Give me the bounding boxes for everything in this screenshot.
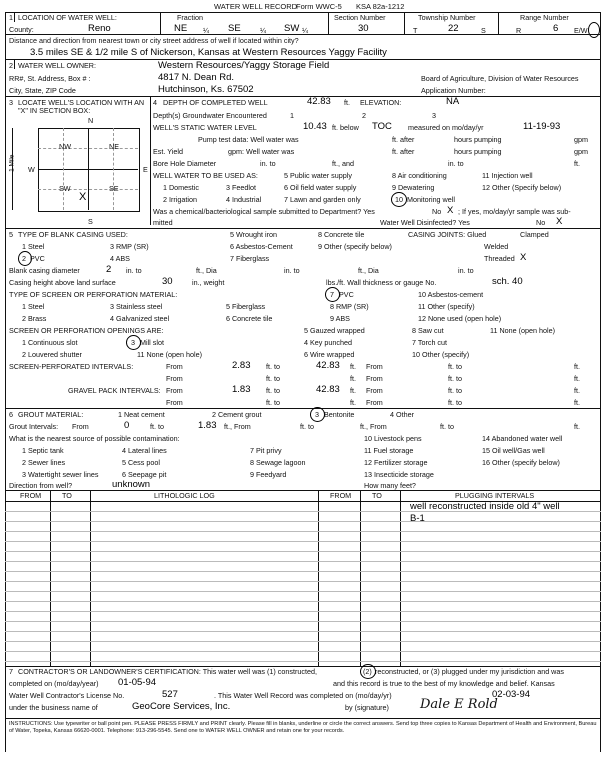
screen-material-label: TYPE OF SCREEN OR PERFORATION MATERIAL: <box>9 290 178 299</box>
table-row[interactable] <box>5 661 601 662</box>
section-number-value[interactable]: 30 <box>358 23 369 34</box>
measured-date[interactable]: 11-19-93 <box>523 121 561 132</box>
plugging-note-1[interactable]: well reconstructed inside old 4" well <box>410 501 560 512</box>
casing-height-value[interactable]: 30 <box>162 276 173 287</box>
table-row[interactable] <box>5 611 601 612</box>
instructions-text: INSTRUCTIONS: Use typewriter or ball point pen. PLEASE PRESS FIRMLY and PRINT clearly. Please fill in blanks, underline or circle the correct answers. Send top three copies to Kansas Department of Health and Environment, Bureau of Water, Topeka, Kansas 66620-0001. Telephone: 913-296-5545. Send one to WATER WELL OWNER and retain one for your records. <box>9 721 597 734</box>
grout-selected[interactable]: 3 <box>315 410 319 419</box>
casing-joints-label: CASING JOINTS: Glued <box>408 230 487 239</box>
fraction-label: Fraction <box>177 13 203 22</box>
owner-value[interactable]: Western Resources/Yaggy Storage Field <box>158 60 330 71</box>
pump-test-label: Pump test data: Well water was <box>198 135 299 144</box>
east-west-label: E/W <box>574 26 588 35</box>
owner-label: WATER WELL OWNER: <box>18 61 96 70</box>
direction-from-well-label: Direction from well? <box>9 481 73 490</box>
plugging-note-2[interactable]: B-1 <box>410 513 425 524</box>
ksa-ref: KSA 82a-1212 <box>356 2 405 11</box>
fraction-2[interactable]: SE <box>228 23 241 34</box>
plugging-intervals-header: PLUGGING INTERVALS <box>455 491 535 500</box>
north-label: N <box>88 116 94 125</box>
static-water-value[interactable]: 10.43 <box>303 121 327 132</box>
table-row[interactable] <box>5 561 601 562</box>
toc-value[interactable]: TOC <box>372 121 392 132</box>
east-circle <box>588 22 600 38</box>
use-monitoring-well[interactable]: Monitoring well <box>407 195 455 204</box>
grout-material-label: GROUT MATERIAL: <box>18 410 84 419</box>
yield-label: Est. Yield <box>153 147 183 156</box>
disinfected-label: Water Well Disinfected? Yes <box>380 218 470 227</box>
range-number-label: Range Number <box>520 13 569 22</box>
east-label: E <box>143 165 148 174</box>
casing-pvc[interactable]: PVC <box>30 254 45 263</box>
screen-interval-to[interactable]: 42.83 <box>316 360 340 371</box>
application-number-label: Application Number: <box>421 86 486 95</box>
how-many-feet-label: How many feet? <box>364 481 416 490</box>
wall-thickness-value[interactable]: sch. 40 <box>492 276 523 287</box>
lithologic-log-header: LITHOLOGIC LOG <box>154 491 215 500</box>
screen-pvc[interactable]: PVC <box>339 290 354 299</box>
township-number-label: Township Number <box>418 13 476 22</box>
gravel-interval-from[interactable]: 1.83 <box>232 384 251 395</box>
chem-no-mark[interactable]: X <box>447 205 454 216</box>
table-row[interactable] <box>5 631 601 632</box>
table-row[interactable] <box>5 581 601 582</box>
openings-label: SCREEN OR PERFORATION OPENINGS ARE: <box>9 326 164 335</box>
completed-date[interactable]: 01-05-94 <box>118 677 157 688</box>
mile-label: 1 Mile <box>8 154 16 172</box>
depth-value[interactable]: 42.83 <box>307 96 331 107</box>
record-date[interactable]: 02-03-94 <box>492 689 531 700</box>
table-row[interactable] <box>5 651 601 652</box>
table-row[interactable] <box>5 521 601 522</box>
gravel-pack-label: GRAVEL PACK INTERVALS: <box>68 386 161 395</box>
well-location-mark: X <box>79 191 87 203</box>
license-number[interactable]: 527 <box>162 689 178 700</box>
city-label: City, State, ZIP Code <box>9 86 76 95</box>
casing-type-label: TYPE OF BLANK CASING USED: <box>18 230 128 239</box>
table-row[interactable] <box>5 621 601 622</box>
threaded-mark[interactable]: X <box>520 252 527 263</box>
use-selected-circle <box>391 192 407 207</box>
table-row[interactable] <box>5 541 601 542</box>
casing-selected[interactable]: 2 <box>22 254 26 263</box>
section-box-label: LOCATE WELL'S LOCATION WITH AN "X" IN SECTION BOX: <box>18 98 145 115</box>
grout-intervals-label: Grout Intervals: <box>9 422 59 431</box>
use-option-selected[interactable]: 10 <box>395 195 403 204</box>
direction-from-well-value[interactable]: unknown <box>112 479 151 490</box>
certification-selected[interactable]: (2) <box>363 667 372 676</box>
certification-label: CONTRACTOR'S OR LANDOWNER'S CERTIFICATION: This water well was (1) constructed, <box>18 667 317 676</box>
west-label: W <box>28 165 35 174</box>
board-label: Board of Agriculture, Division of Water Resources <box>421 74 579 83</box>
openings-selected[interactable]: 3 <box>131 338 135 347</box>
form-number: Form WWC-5 <box>296 2 342 11</box>
water-use-label: WELL WATER TO BE USED AS: <box>153 171 258 180</box>
grout-to-value[interactable]: 1.83 <box>198 420 217 431</box>
fraction-1[interactable]: NE <box>174 23 188 34</box>
direction-value[interactable]: 3.5 miles SE & 1/2 mile S of Nickerson, Kansas at Western Resources Yaggy Facility <box>30 47 387 58</box>
table-row[interactable] <box>5 641 601 642</box>
address-label: RR#, St. Address, Box # : <box>9 74 91 83</box>
table-row[interactable] <box>5 531 601 532</box>
elevation-value[interactable]: NA <box>446 96 460 107</box>
table-row[interactable] <box>5 601 601 602</box>
county-value[interactable]: Reno <box>88 23 111 34</box>
township-value[interactable]: 22 <box>448 23 459 34</box>
table-row[interactable] <box>5 551 601 552</box>
screen-selected[interactable]: 7 <box>330 290 334 299</box>
grout-bentonite[interactable]: Bentonite <box>324 410 355 419</box>
section-box[interactable] <box>38 128 140 212</box>
depth-label: DEPTH OF COMPLETED WELL <box>163 98 268 107</box>
range-value[interactable]: 6 <box>553 23 559 34</box>
fraction-3[interactable]: SW <box>284 23 300 34</box>
table-row[interactable] <box>5 571 601 572</box>
city-value[interactable]: Hutchinson, Ks. 67502 <box>158 84 254 95</box>
location-label: LOCATION OF WATER WELL: <box>18 13 117 22</box>
county-label: County: <box>9 25 34 34</box>
section1-number: 1 <box>9 13 13 22</box>
signature: Dale E Rold <box>420 697 498 712</box>
casing-diameter-label: Blank casing diameter <box>9 266 80 275</box>
section-number-label: Section Number <box>334 13 386 22</box>
casing-diameter-value[interactable]: 2 <box>106 264 112 275</box>
direction-label: Distance and direction from nearest town or city street address of well if located within city? <box>9 36 299 45</box>
openings-mill-slot[interactable]: Mill slot <box>140 338 164 347</box>
grout-from-value[interactable]: 0 <box>124 420 130 431</box>
business-name[interactable]: GeoCore Services, Inc. <box>132 701 231 712</box>
screen-interval-from[interactable]: 2.83 <box>232 360 251 371</box>
screen-intervals-label: SCREEN-PERFORATED INTERVALS: <box>9 362 134 371</box>
elevation-label: ELEVATION: <box>360 98 402 107</box>
gravel-interval-to[interactable]: 42.83 <box>316 384 340 395</box>
south-label: S <box>88 217 93 226</box>
form-title: WATER WELL RECORD <box>214 2 298 11</box>
bore-hole-label: Bore Hole Diameter <box>153 159 217 168</box>
disinfected-no-mark[interactable]: X <box>556 216 563 227</box>
chem-sample-label: Was a chemical/bacteriological sample submitted to Department? Yes <box>153 207 375 216</box>
casing-height-label: Casing height above land surface <box>9 278 116 287</box>
table-row[interactable] <box>5 591 601 592</box>
static-water-label: WELL'S STATIC WATER LEVEL <box>153 123 257 132</box>
contamination-label: What is the nearest source of possible contamination: <box>9 434 180 443</box>
groundwater-label: Depth(s) Groundwater Encountered <box>153 111 267 120</box>
address-value[interactable]: 4817 N. Dean Rd. <box>158 72 235 83</box>
